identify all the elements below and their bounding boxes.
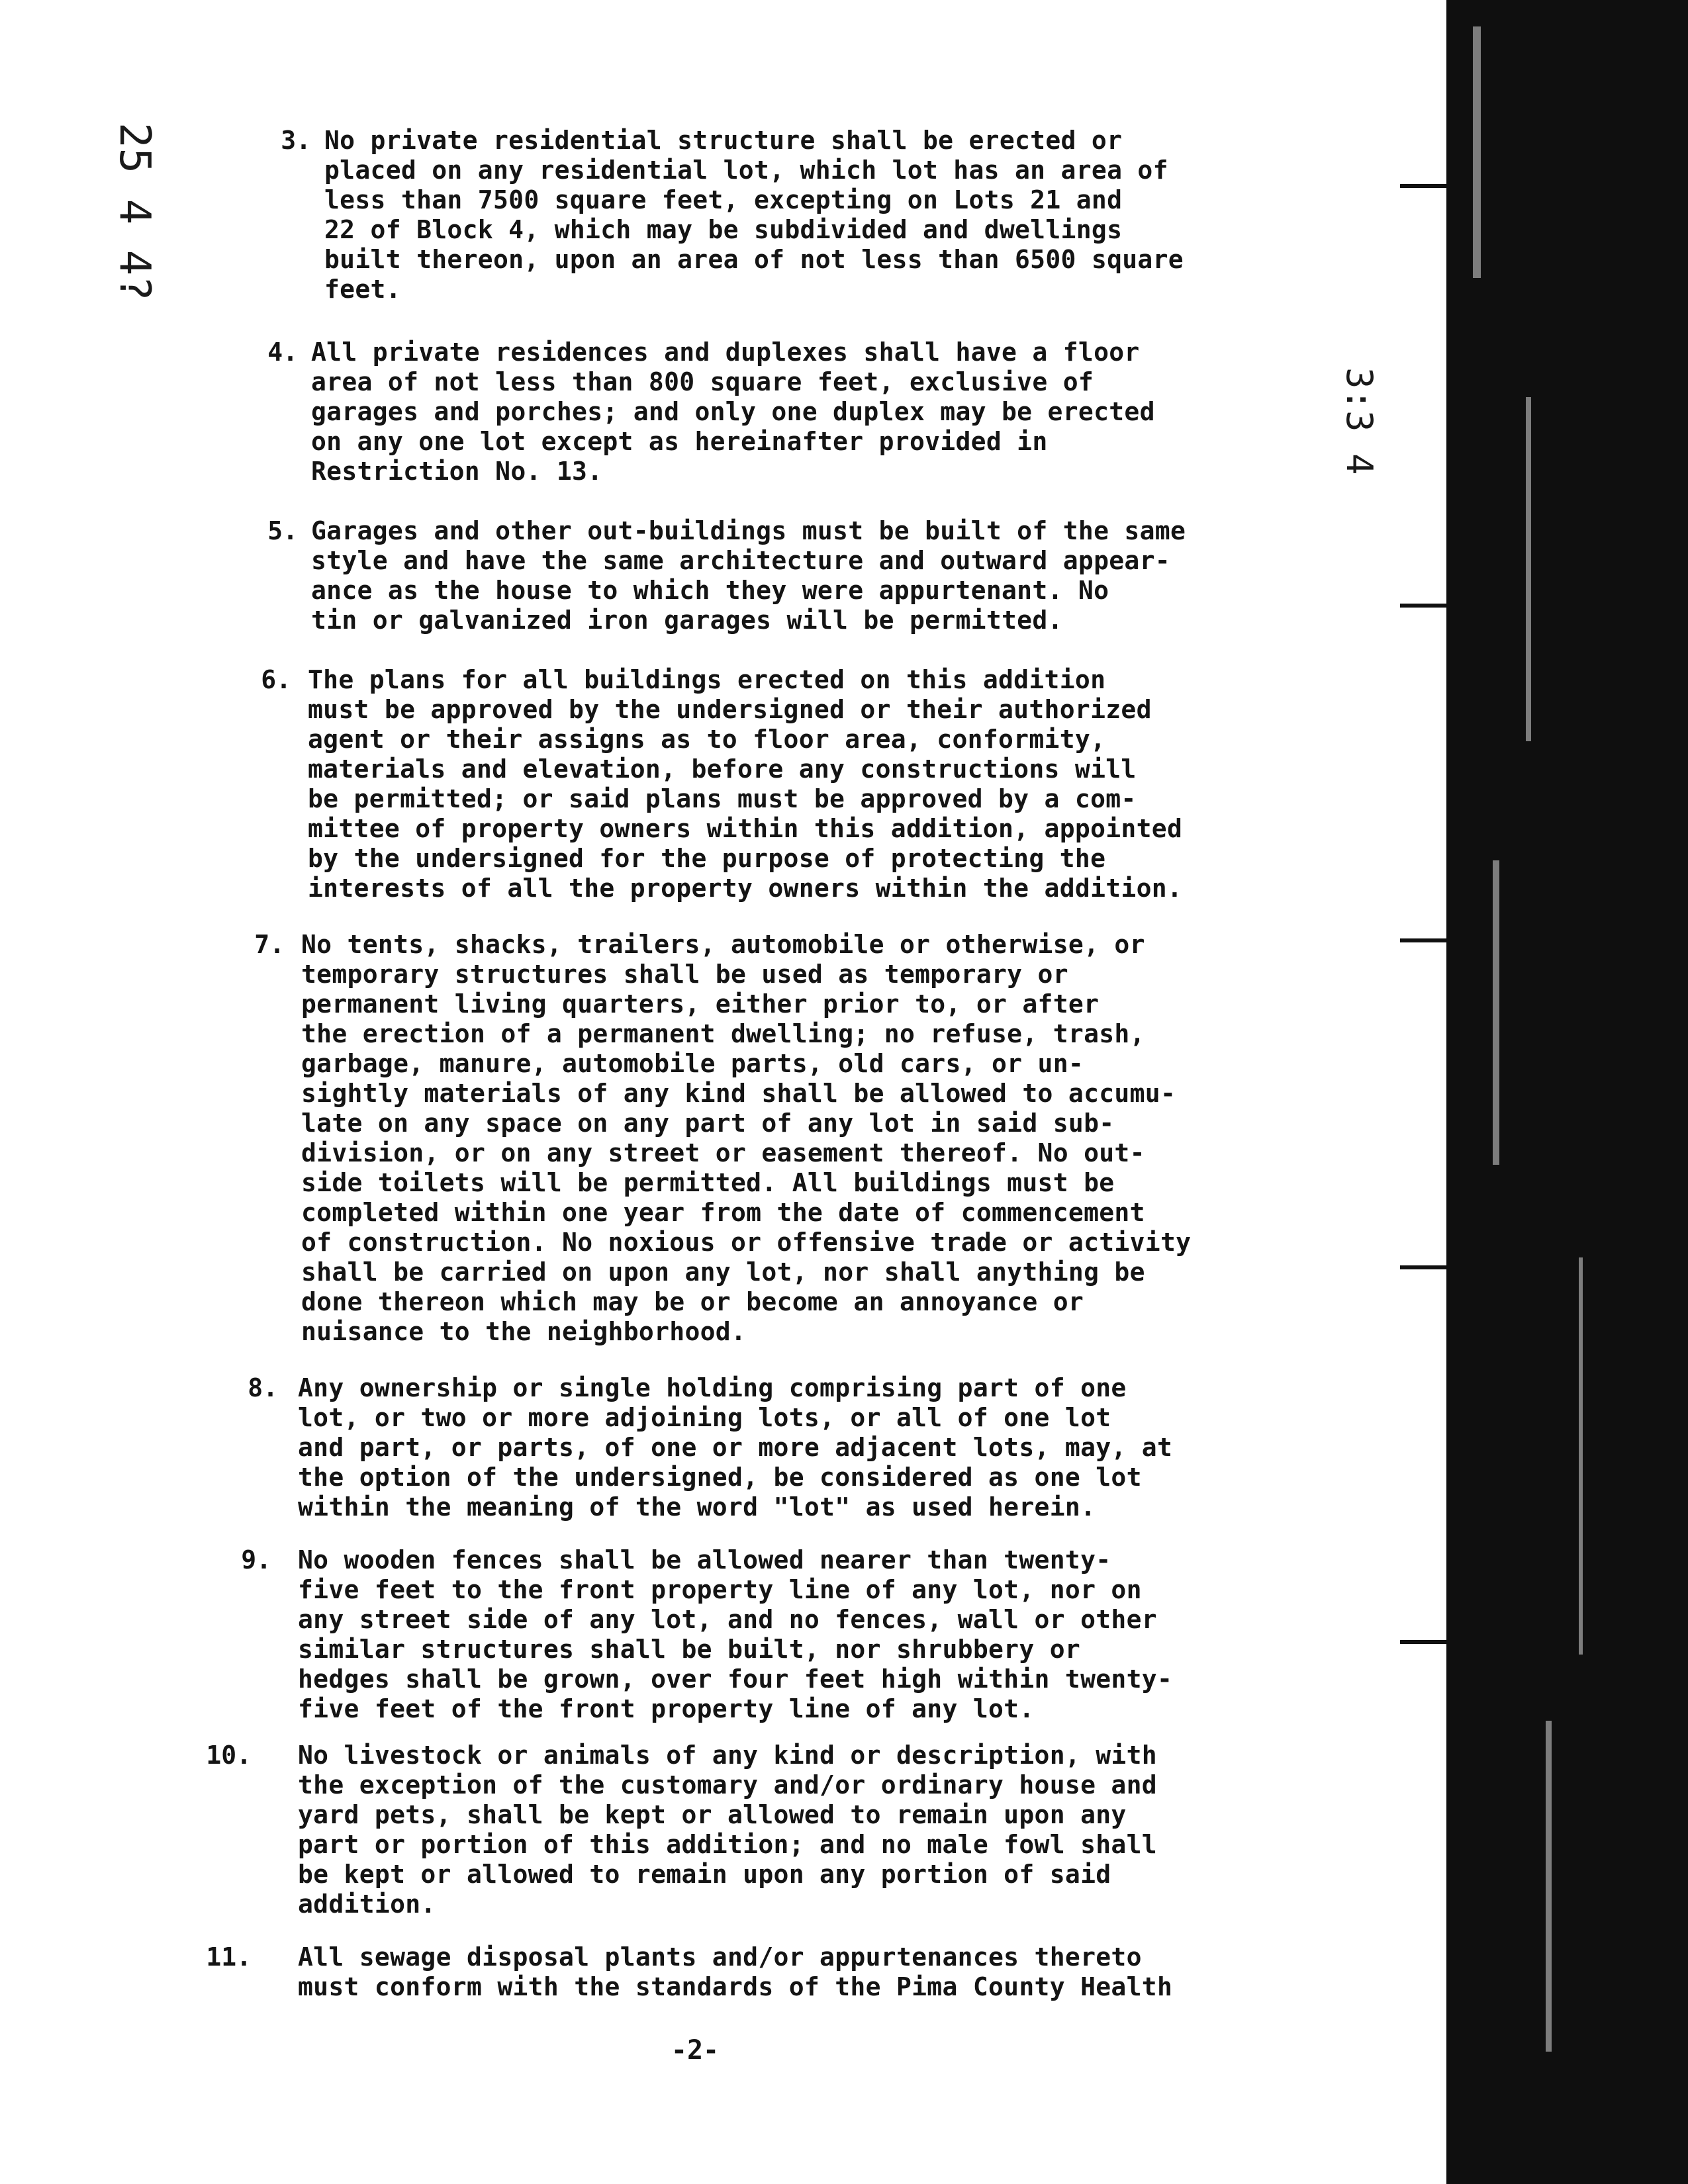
restriction-number: 4. <box>267 338 298 367</box>
restriction-number: 10. <box>206 1741 252 1770</box>
restriction-text: Any ownership or single holding comprising part of one lot, or two or more adjoining lots, or all of one lot and part, or parts, of one or more adjacent lots, may, at the option of the undersigned, be considered as one lot within the meaning of the word "lot" as used herein. <box>298 1373 1173 1522</box>
scan-noise <box>1579 1257 1583 1655</box>
restriction-number: 11. <box>206 1942 252 1972</box>
restriction-number: 8. <box>248 1373 278 1402</box>
restriction-text: Garages and other out-buildings must be built of the same style and have the same architecture and outward appear- ance as the house to which they were appurtenant. No tin or galvanized iron garages will be permitted. <box>311 516 1186 635</box>
margin-stamp-left: 25 4 4? <box>110 122 159 301</box>
margin-tick <box>1400 604 1450 608</box>
margin-stamp-right: 3:3 4 <box>1338 367 1380 475</box>
restriction-text: All private residences and duplexes shall have a floor area of not less than 800 square feet, exclusive of garages and porches; and only one duplex may be erected on any one lot except as hereinafter provided in Restriction No. 13. <box>311 338 1155 486</box>
restriction-number: 5. <box>267 516 298 545</box>
scan-noise <box>1526 397 1531 741</box>
scan-noise <box>1473 26 1481 278</box>
restriction-number: 6. <box>261 665 291 694</box>
restriction-text: No livestock or animals of any kind or description, with the exception of the customary and/or ordinary house and yard pets, shall be kept or allowed to remain upon any part or portion of this addition; and no male fowl shall be kept or allowed to remain upon any portion of said addition. <box>298 1741 1157 1919</box>
restriction-text: No wooden fences shall be allowed nearer than twenty- five feet to the front property line of any lot, nor on any street side of any lot, and no fences, wall or other similar structures shall be built, nor shrubbery or hedges shall be grown, over four feet high within twenty- five feet of the front property line of any lot. <box>298 1545 1173 1723</box>
scan-edge-strip <box>1446 0 1688 2184</box>
page-number: -2- <box>671 2035 720 2066</box>
scan-noise <box>1546 1721 1552 2052</box>
margin-tick <box>1400 938 1450 942</box>
restriction-text: No private residential structure shall be erected or placed on any residential lot, which lot has an area of less than 7500 square feet, excepting on Lots 21 and 22 of Block 4, which may be subdivided and dwellings built thereon, upon an area of not less than 6500 square feet. <box>324 126 1184 304</box>
margin-tick <box>1400 184 1450 188</box>
margin-tick <box>1400 1265 1450 1269</box>
restriction-text: All sewage disposal plants and/or appurtenances thereto must conform with the standards of the Pima County Health <box>298 1942 1173 2001</box>
restriction-text: The plans for all buildings erected on this addition must be approved by the undersigned or their authorized agent or their assigns as to floor area, conformity, materials and elevation, before any constructions will be permitted; or said plans must be approved by a com- mittee of property owners within this addition, appointed by the undersigned for the purpose of protecting the interests of all the property owners within the addition. <box>308 665 1183 903</box>
restriction-text: No tents, shacks, trailers, automobile or otherwise, or temporary structures shall be used as temporary or permanent living quarters, either prior to, or after the erection of a permanent dwelling; no refuse, trash, garbage, manure, automobile parts, old cars, or un- sightly materials of any kind shall be allowed to accumu- late on any space on any part of any lot in said sub- division, or on any street or easement thereof. No out- side toilets will be permitted. All buildings must be completed within one year from the date of commencement of construction. No noxious or offensive trade or activity shall be carried on upon any lot, nor shall anything be done thereon which may be or become an annoyance or nuisance to the neighborhood. <box>301 930 1192 1346</box>
restriction-number: 7. <box>254 930 285 959</box>
margin-tick <box>1400 1640 1450 1644</box>
restriction-number: 9. <box>241 1545 271 1574</box>
restriction-number: 3. <box>281 126 311 155</box>
scan-noise <box>1493 860 1499 1165</box>
